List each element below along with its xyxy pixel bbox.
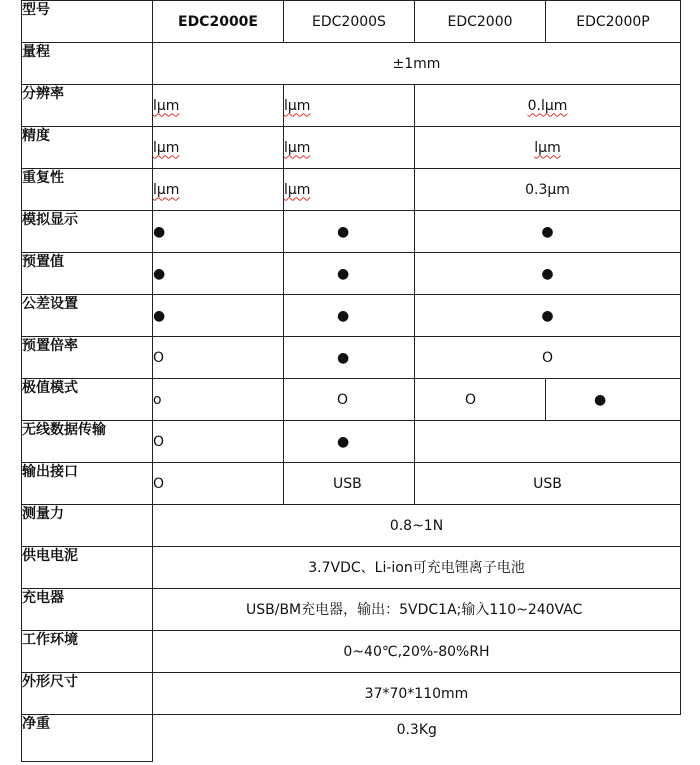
tolerance-setting-edc2000s-dot-icon: ● <box>284 295 415 337</box>
table-row-model <box>22 1 681 43</box>
weight-value: 0.3Kg <box>153 715 681 762</box>
tolerance-setting-edc2000-p-dot-icon: ● <box>415 295 681 337</box>
row-label-output-port: 输出接口 <box>22 463 153 505</box>
output-port-edc2000s: USB <box>284 463 415 505</box>
row-label-tolerance-setting: 公差设置 <box>22 295 153 337</box>
spec-table <box>21 0 681 762</box>
accuracy-edc2000s-text: lμm <box>284 139 311 156</box>
wireless-edc2000s-dot-icon: ● <box>284 421 415 463</box>
row-label-preset-value: 预置值 <box>22 253 153 295</box>
row-label-force: 测量力 <box>22 505 153 547</box>
preset-ratio-edc2000e: O <box>153 337 284 379</box>
model-edc2000: EDC2000 <box>415 1 546 43</box>
extreme-mode-edc2000: O <box>415 379 546 421</box>
range-value: ±1mm <box>153 43 681 85</box>
force-value: 0.8~1N <box>153 505 681 547</box>
table-row-output-port <box>22 463 681 505</box>
table-row-power <box>22 547 681 589</box>
resolution-edc2000e <box>153 85 284 127</box>
table-row-range <box>22 43 681 85</box>
extreme-mode-edc2000s: O <box>284 379 415 421</box>
tolerance-setting-edc2000e-dot-icon: ● <box>153 295 284 337</box>
output-port-edc2000e: O <box>153 463 284 505</box>
accuracy-edc2000e <box>153 127 284 169</box>
charger-value: USB/BM充电器，输出：5VDC1A;输入110~240VAC <box>153 589 681 631</box>
analog-display-edc2000-p-dot-icon: ● <box>415 211 681 253</box>
output-port-edc2000-p: USB <box>415 463 681 505</box>
row-label-preset-ratio: 预置倍率 <box>22 337 153 379</box>
row-label-analog-display: 模拟显示 <box>22 211 153 253</box>
row-label-wireless: 无线数据传输 <box>22 421 153 463</box>
repeatability-edc2000s <box>284 169 415 211</box>
accuracy-edc2000-p-text: lμm <box>534 139 561 156</box>
power-value: 3.7VDC、Li-ion可充电锂离子电池 <box>153 547 681 589</box>
wireless-edc2000e: O <box>153 421 284 463</box>
table-row-environment <box>22 631 681 673</box>
table-row-repeatability <box>22 169 681 211</box>
row-label-extreme-mode: 极值模式 <box>22 379 153 421</box>
row-label-resolution: 分辨率 <box>22 85 153 127</box>
repeatability-edc2000e <box>153 169 284 211</box>
repeatability-edc2000e-text: lμm <box>153 181 180 198</box>
accuracy-edc2000-p <box>415 127 681 169</box>
preset-ratio-edc2000s-dot-icon: ● <box>284 337 415 379</box>
table-row-accuracy <box>22 127 681 169</box>
extreme-mode-edc2000e: o <box>153 379 284 421</box>
table-row-tolerance-setting <box>22 295 681 337</box>
preset-ratio-edc2000-p: O <box>415 337 681 379</box>
model-edc2000s: EDC2000S <box>284 1 415 43</box>
table-row-wireless <box>22 421 681 463</box>
row-label-power: 供电电泥 <box>22 547 153 589</box>
row-label-accuracy: 精度 <box>22 127 153 169</box>
table-row-force <box>22 505 681 547</box>
analog-display-edc2000e-dot-icon: ● <box>153 211 284 253</box>
resolution-edc2000e-text: lμm <box>153 97 180 114</box>
dimensions-value: 37*70*110mm <box>153 673 681 715</box>
row-label-weight: 净重 <box>22 715 153 762</box>
extreme-mode-edc2000p-dot-icon: ● <box>546 379 681 421</box>
table-row-weight <box>22 715 681 762</box>
table-row-dimensions <box>22 673 681 715</box>
resolution-edc2000s-text: lμm <box>284 97 311 114</box>
row-label-repeatability: 重复性 <box>22 169 153 211</box>
table-row-analog-display <box>22 211 681 253</box>
table-row-extreme-mode <box>22 379 681 421</box>
row-label-range: 量程 <box>22 43 153 85</box>
row-label-environment: 工作环境 <box>22 631 153 673</box>
analog-display-edc2000s-dot-icon: ● <box>284 211 415 253</box>
resolution-edc2000-p <box>415 85 681 127</box>
table-row-preset-ratio <box>22 337 681 379</box>
row-label-model: 型号 <box>22 1 153 43</box>
table-row-resolution <box>22 85 681 127</box>
model-edc2000p: EDC2000P <box>546 1 681 43</box>
model-edc2000e: EDC2000E <box>153 1 284 43</box>
accuracy-edc2000s <box>284 127 415 169</box>
preset-value-edc2000-p-dot-icon: ● <box>415 253 681 295</box>
accuracy-edc2000e-text: lμm <box>153 139 180 156</box>
resolution-edc2000s <box>284 85 415 127</box>
row-label-dimensions: 外形尺寸 <box>22 673 153 715</box>
preset-value-edc2000e-dot-icon: ● <box>153 253 284 295</box>
row-label-charger: 充电器 <box>22 589 153 631</box>
repeatability-edc2000-p: 0.3μm <box>415 169 681 211</box>
table-row-charger <box>22 589 681 631</box>
table-row-preset-value <box>22 253 681 295</box>
repeatability-edc2000s-text: lμm <box>284 181 311 198</box>
resolution-edc2000-p-text: 0.lμm <box>527 97 568 114</box>
environment-value: 0~40℃,20%-80%RH <box>153 631 681 673</box>
preset-value-edc2000s-dot-icon: ● <box>284 253 415 295</box>
wireless-edc2000-p <box>415 421 681 463</box>
